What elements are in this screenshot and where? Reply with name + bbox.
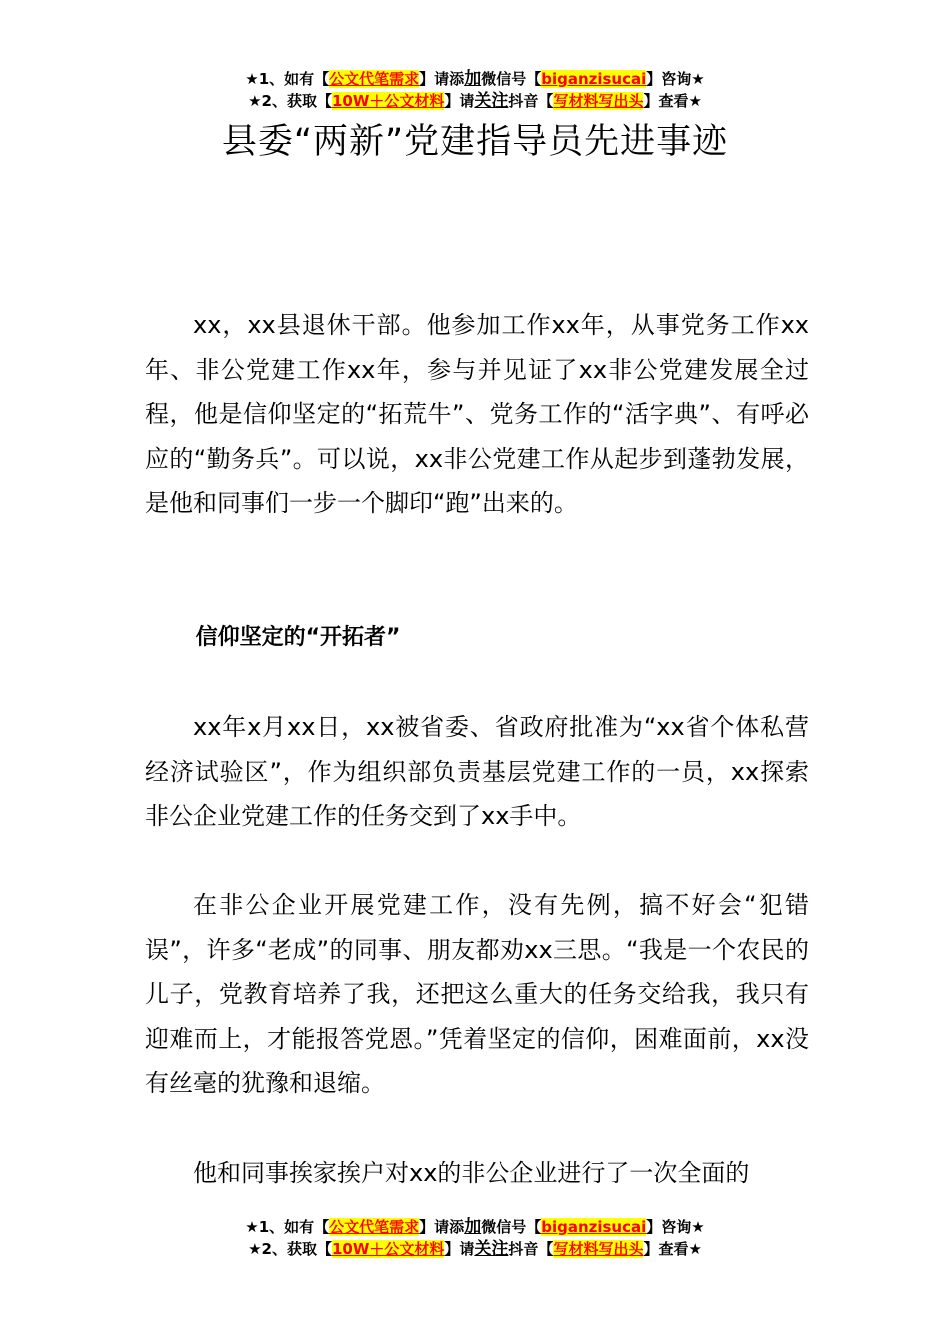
banner-text: ★1、如有【 [245, 1218, 330, 1236]
section-heading: 信仰坚定的“开拓者” [195, 625, 401, 650]
banner-text: 】请添 [419, 1218, 465, 1236]
paragraph: 在非公企业开展党建工作，没有先例，搞不好会“犯错误”，许多“老成”的同事、朋友都劝xx三思。“我是一个农民的儿子，党教育培养了我，还把这么重大的任务交给我，我只有迎难而上，才能报答党恩。”凭着坚定的信仰，困难面前，xx没有丝毫的犹豫和退缩。 [145, 891, 809, 1098]
banner-text: 】请 [444, 1240, 475, 1258]
banner-text: ★2、获取【 [248, 92, 332, 110]
document-title: 县委“两新”党建指导员先进事迹 [221, 122, 729, 162]
paragraph: 他和同事挨家挨户对xx的非公企业进行了一次全面的 [193, 1159, 750, 1187]
banner-highlight: biganzisucai [541, 1218, 647, 1236]
paragraph-3-container [145, 883, 809, 1106]
banner-text: ★2、获取【 [248, 1240, 332, 1258]
paragraph-intro [145, 303, 809, 526]
banner-highlight: 写材料写出头 [553, 1240, 644, 1258]
banner-text: 抖音【 [508, 92, 554, 110]
paragraph: xx年x月xx日，xx被省委、省政府批准为“xx省个体私营经济试验区”，作为组织部负责基层党建工作的一员，xx探索非公企业党建工作的任务交到了xx手中。 [145, 713, 809, 831]
banner-text: 】查看★ [643, 1240, 702, 1258]
banner-emphasis: 关注 [474, 1239, 509, 1259]
banner-line-2 [0, 1238, 950, 1260]
banner-highlight: 写材料写出头 [553, 92, 644, 110]
banner-emphasis: 加 [464, 69, 482, 89]
section-heading-container [145, 616, 809, 660]
banner-highlight: biganzisucai [541, 70, 647, 88]
banner-line-1 [0, 1216, 950, 1238]
banner-text: 】咨询★ [646, 70, 705, 88]
top-banner [0, 68, 950, 112]
banner-text: 】请添 [419, 70, 465, 88]
banner-text: ★1、如有【 [245, 70, 330, 88]
paragraph: xx，xx县退休干部。他参加工作xx年，从事党务工作xx年、非公党建工作xx年，参与并见证了xx非公党建发展全过程，他是信仰坚定的“拓荒牛”、党务工作的“活字典”、有呼必应的“勤务兵”。可以说，xx非公党建工作从起步到蓬勃发展，是他和同事们一步一个脚印“跑”出来的。 [145, 311, 809, 518]
banner-line-2 [0, 90, 950, 112]
banner-highlight: 10W＋公文材料 [331, 92, 445, 110]
banner-line-1 [0, 68, 950, 90]
paragraph-4-container [145, 1151, 809, 1196]
banner-highlight: 10W＋公文材料 [331, 1240, 445, 1258]
banner-highlight: 公文代笔需求 [329, 1218, 420, 1236]
banner-text: 】请 [444, 92, 475, 110]
bottom-banner [0, 1216, 950, 1260]
banner-text: 抖音【 [508, 1240, 554, 1258]
banner-text: 】咨询★ [646, 1218, 705, 1236]
banner-text: 微信号【 [481, 1218, 542, 1236]
banner-emphasis: 加 [464, 1217, 482, 1237]
paragraph-2-container [145, 705, 809, 839]
banner-text: 】查看★ [643, 92, 702, 110]
banner-highlight: 公文代笔需求 [329, 70, 420, 88]
banner-text: 微信号【 [481, 70, 542, 88]
banner-emphasis: 关注 [474, 91, 509, 111]
